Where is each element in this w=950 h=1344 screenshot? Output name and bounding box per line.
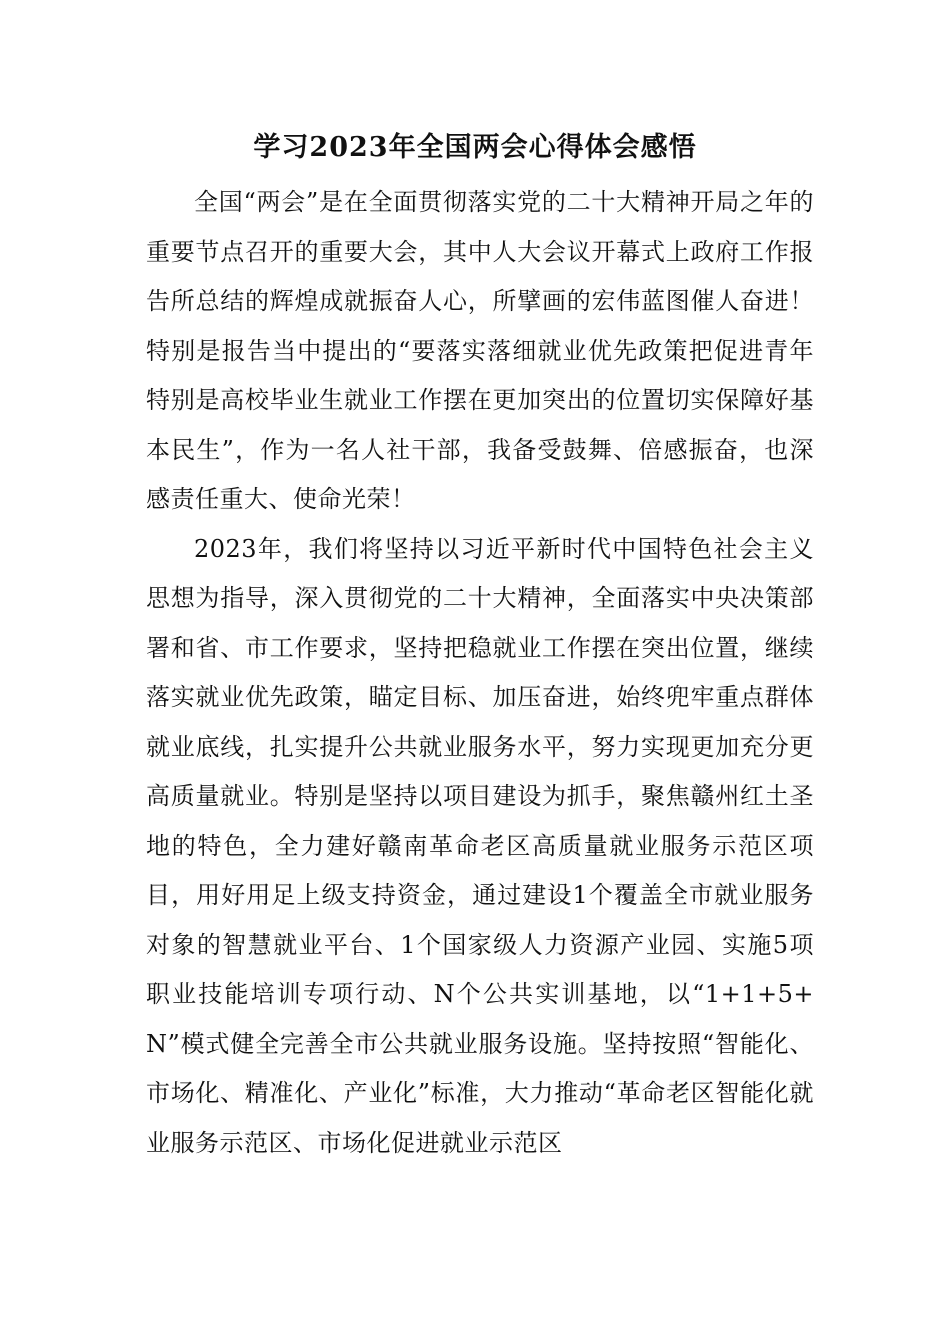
document-body bbox=[146, 178, 814, 1168]
paragraph-1: 全国“两会”是在全面贯彻落实党的二十大精神开局之年的重要节点召开的重要大会，其中人大会议开幕式上政府工作报告所总结的辉煌成就振奋人心，所擘画的宏伟蓝图催人奋进！特别是报告当中提出的“要落实落细就业优先政策把促进青年特别是高校毕业生就业工作摆在更加突出的位置切实保障好基本民生”，作为一名人社干部，我备受鼓舞、倍感振奋，也深感责任重大、使命光荣！ bbox=[146, 188, 814, 513]
paragraph-2: 2023年，我们将坚持以习近平新时代中国特色社会主义思想为指导，深入贯彻党的二十大精神，全面落实中央决策部署和省、市工作要求，坚持把稳就业工作摆在突出位置，继续落实就业优先政策，瞄定目标、加压奋进，始终兜牢重点群体就业底线，扎实提升公共就业服务水平，努力实现更加充分更高质量就业。特别是坚持以项目建设为抓手，聚焦赣州红土圣地的特色，全力建好赣南革命老区高质量就业服务示范区项目，用好用足上级支持资金，通过建设1个覆盖全市就业服务对象的智慧就业平台、1个国家级人力资源产业园、实施5项职业技能培训专项行动、N个公共实训基地，以“1+1+5+N”模式健全完善全市公共就业服务设施。坚持按照“智能化、市场化、精准化、产业化”标准，大力推动“革命老区智能化就业服务示范区、市场化促进就业示范区 bbox=[146, 534, 814, 1157]
document-title: 学习2023年全国两会心得体会感悟 bbox=[253, 132, 697, 163]
